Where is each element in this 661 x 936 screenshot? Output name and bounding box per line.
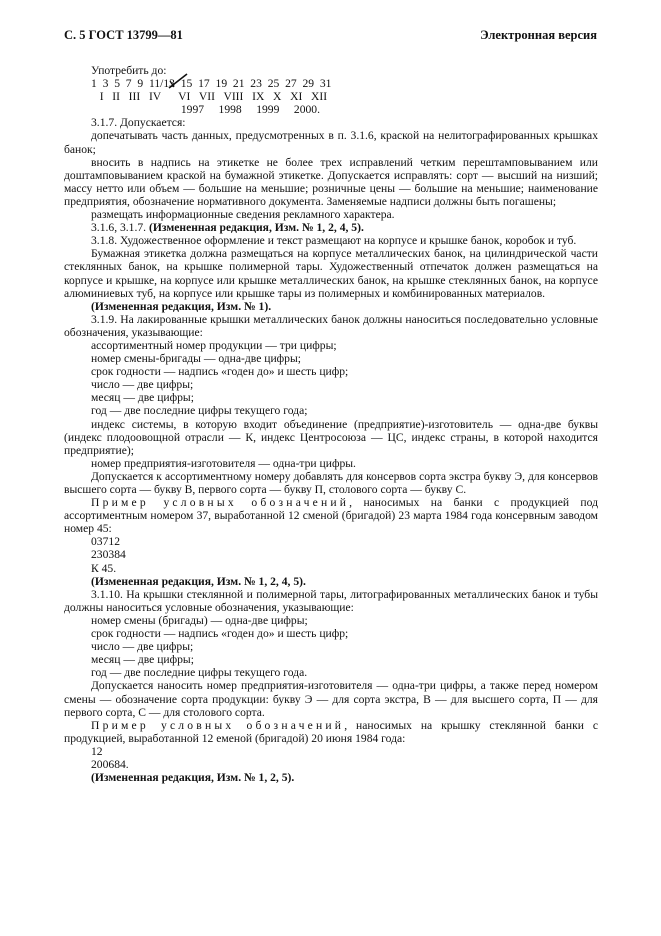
list-item: номер смены (бригады) — одна-две цифры; [91, 613, 308, 627]
list-item: месяц — две цифры; [91, 653, 194, 667]
code-line: 12 [91, 744, 103, 758]
paragraph: Бумажная этикетка должна размещаться на корпусе металлических банок, на цилиндрической части стеклянных банок, на крышке полимерной тары. Художественный отпечаток должен размещаться на корпусе и крышке, на корпусе или крышке металлических банок, на крышке стеклянных банок, на корпусе алюминиевых туб, на корпусе или крышке тары из полимерных и комбинированных материалов. [64, 247, 598, 300]
list-item: срок годности — надпись «годен до» и шесть цифр; [91, 627, 349, 641]
code-line: 200684. [91, 757, 129, 771]
example-paragraph [64, 719, 598, 745]
code-line: К 45. [91, 561, 117, 575]
list-item: год — две последние цифры текущего года. [91, 666, 308, 680]
revision-note [64, 221, 598, 234]
list-item: число — две цифры; [91, 640, 194, 654]
section-3-1-10: 3.1.10. На крышки стеклянной и полимерной тары, литографированных металлических банок и тубы должны наноситься условные обозначения, указывающие: [64, 587, 598, 614]
example-heading: Пример условных обозначений [91, 496, 350, 510]
example-text: , наносимых на банки с продукцией под ассортиментным номером 37, выработанной 12 сменой (бригадой) 23 марта 1984 года консервным заводом номер 45: [64, 496, 598, 536]
revision-note: (Измененная редакция, Изм. № 1). [91, 299, 272, 313]
example-heading: Пример условных обозначений [91, 718, 345, 732]
paragraph: вносить в надпись на этикетке не более трех исправлений четким перештамповыванием или доштамповыванием краской на бумажной этикетке. Допускается исправлять: сорт — высший на низший; массу нетто или объем — большие на меньшие; розничные цены — большие на меньшие; наименование предприятия, обозначение нормативного документа. Заменяемые надписи должны быть погашены; [64, 155, 598, 208]
list-item: год — две последние цифры текущего года; [91, 404, 308, 418]
list-item: номер предприятия-изготовителя — одна-три цифры. [91, 456, 356, 470]
date-grid-months: I II III IV VI VII VIII IX X XI XII [91, 90, 328, 104]
example-text: , наносимых на крышку стеклянной банки с продукцией, выработанной 12 еменой (бригадой) 20 июня 1984 года: [64, 718, 598, 745]
paragraph: Допускается к ассортиментному номеру добавлять для консервов сорта экстра букву Э, для консервов высшего сорта — букву В, первого сорта — букву П, столового сорта — букву С. [64, 469, 598, 496]
code-line: 230384 [91, 548, 126, 562]
page-header-version: Электронная версия [480, 28, 597, 42]
revision-note: (Измененная редакция, Изм. № 1, 2, 5). [91, 771, 295, 785]
paragraph: Допускается наносить номер предприятия-изготовителя — одна-три цифры, а также перед номером смены — обозначение сорта продукции: букву Э — для сорта экстра, В — для высшего сорта, П — для первого сорта, С — для столового сорта. [64, 679, 598, 719]
strike-mark-icon [167, 72, 189, 90]
list-item: месяц — две цифры; [91, 391, 194, 405]
section-3-1-8: 3.1.8. Художественное оформление и текст размещают на корпусе и крышке банок, коробок и туб. [91, 234, 577, 248]
date-grid-days: 1 3 5 7 9 11/13 15 17 19 21 23 25 27 29 31 [91, 77, 332, 91]
list-item: номер смены-бригады — одна-две цифры; [91, 352, 301, 366]
list-item: ассортиментный номер продукции — три цифры; [91, 338, 337, 352]
list-item: индекс системы, в которую входит объединение (предприятие)-изготовитель — одна-две буквы (индекс плодоовощной отрасли — К, индекс Центросоюза — ЦС, индекс страны, в которой находится предприятие); [64, 417, 598, 457]
code-line: 03712 [91, 535, 120, 549]
list-item: число — две цифры; [91, 378, 194, 392]
section-3-1-9: 3.1.9. На лакированные крышки металлических банок должны наноситься последовательно условные обозначения, указывающие: [64, 312, 598, 339]
revision-prefix: 3.1.6, 3.1.7. [91, 221, 149, 235]
paragraph: размещать информационные сведения рекламного характера. [91, 208, 395, 222]
page-header-standard: С. 5 ГОСТ 13799—81 [64, 28, 183, 42]
example-paragraph [64, 496, 598, 535]
paragraph: допечатывать часть данных, предусмотренных в п. 3.1.6, краской на нелитографированных крышках банок; [64, 129, 598, 156]
section-3-1-7-title: 3.1.7. Допускается: [91, 116, 186, 130]
date-grid-label: Употребить до: [91, 64, 167, 77]
document-body [64, 64, 598, 784]
list-item: срок годности — надпись «годен до» и шесть цифр; [91, 365, 349, 379]
revision-text: (Измененная редакция, Изм. № 1, 2, 4, 5). [148, 221, 364, 235]
revision-note: (Измененная редакция, Изм. № 1, 2, 4, 5). [91, 574, 306, 588]
date-grid-years: 1997 1998 1999 2000. [91, 103, 320, 117]
date-grid [64, 64, 598, 116]
